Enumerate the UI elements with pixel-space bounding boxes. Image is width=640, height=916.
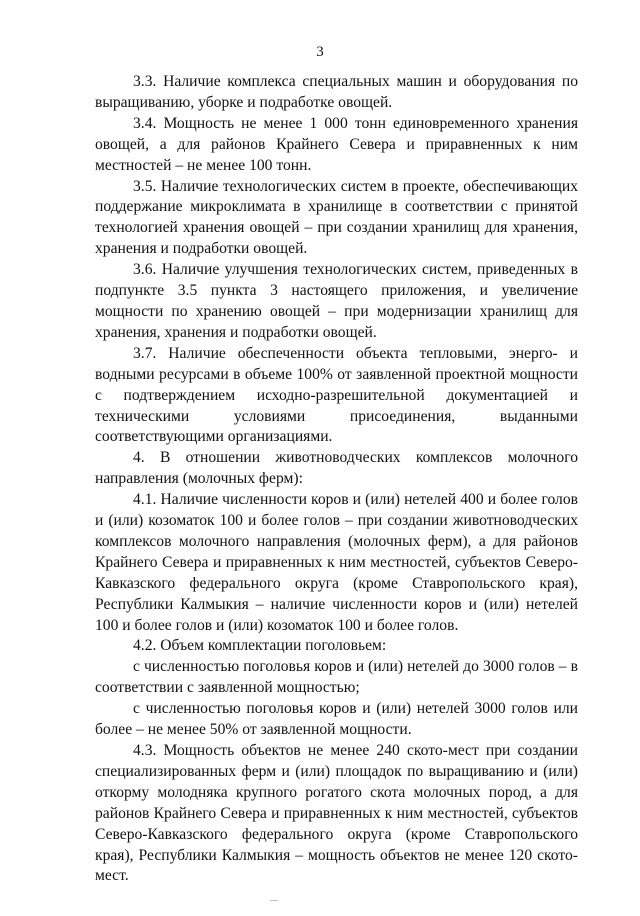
paragraph-4-2-item-1: с численностью поголовья коров и (или) нетелей до 3000 голов – в соответствии с заявленной мощностью; bbox=[95, 658, 578, 697]
paragraph-3-5: 3.5. Наличие технологических систем в проекте, обеспечивающих поддержание микроклимата в хранилище в соответствии с принятой технологией хранения овощей – при создании хранилищ для хранения, хранения и подработки овощей. bbox=[95, 177, 578, 258]
document-body bbox=[95, 72, 578, 887]
paragraph-3-6: 3.6. Наличие улучшения технологических систем, приведенных в подпункте 3.5 пункта 3 настоящего приложения, и увеличение мощности по хранению овощей – при модернизации хранилищ для хранения, хранения и подработки овощей. bbox=[95, 261, 578, 341]
paragraph-4-2: 4.2. Объем комплектации поголовьем: bbox=[133, 637, 387, 655]
scan-mark bbox=[270, 900, 278, 901]
paragraph-4-2-item-2: с численностью поголовья коров и (или) нетелей 3000 голов или более – не менее 50% от заявленной мощности. bbox=[95, 700, 578, 739]
page-number: 3 bbox=[316, 44, 324, 60]
paragraph-3-7: 3.7. Наличие обеспеченности объекта тепловыми, энерго- и водными ресурсами в объеме 100% от заявленной проектной мощности с подтверждением исходно-разрешительной документацией и техническими условиями присоединения, выданными соответствующими организациями. bbox=[95, 344, 578, 446]
paragraph-3-4: 3.4. Мощность не менее 1 000 тонн единовременного хранения овощей, а для районов Крайнего Севера и приравненных к ним местностей – не менее 100 тонн. bbox=[95, 114, 578, 174]
section-4-heading: 4. В отношении животноводческих комплексов молочного направления (молочных ферм): bbox=[95, 449, 578, 488]
paragraph-3-3: 3.3. Наличие комплекса специальных машин и оборудования по выращиванию, уборке и подработке овощей. bbox=[95, 73, 578, 111]
paragraph-4-1: 4.1. Наличие численности коров и (или) нетелей 400 и более голов и (или) козоматок 100 и более голов – при создании животноводческих комплексов молочного направления (молочных ферм), а для районов Крайнего Севера и приравненных к ним местностей, субъектов Северо-Кавказского федерального округа (кроме Ставропольского края), Республики Калмыкия – наличие численности коров и (или) нетелей 100 и более голов и (или) козоматок 100 и более голов. bbox=[95, 491, 578, 634]
paragraph-4-3: 4.3. Мощность объектов не менее 240 ското-мест при создании специализированных ферм и (или) площадок по выращиванию и (или) откорму молодняка крупного рогатого скота молочных пород, а для районов Крайнего Севера и приравненных к ним местностей, субъектов Северо-Кавказского федерального округа (кроме Ставропольского края), Республики Калмыкия – мощность объектов не менее 120 ското-мест. bbox=[95, 742, 578, 885]
